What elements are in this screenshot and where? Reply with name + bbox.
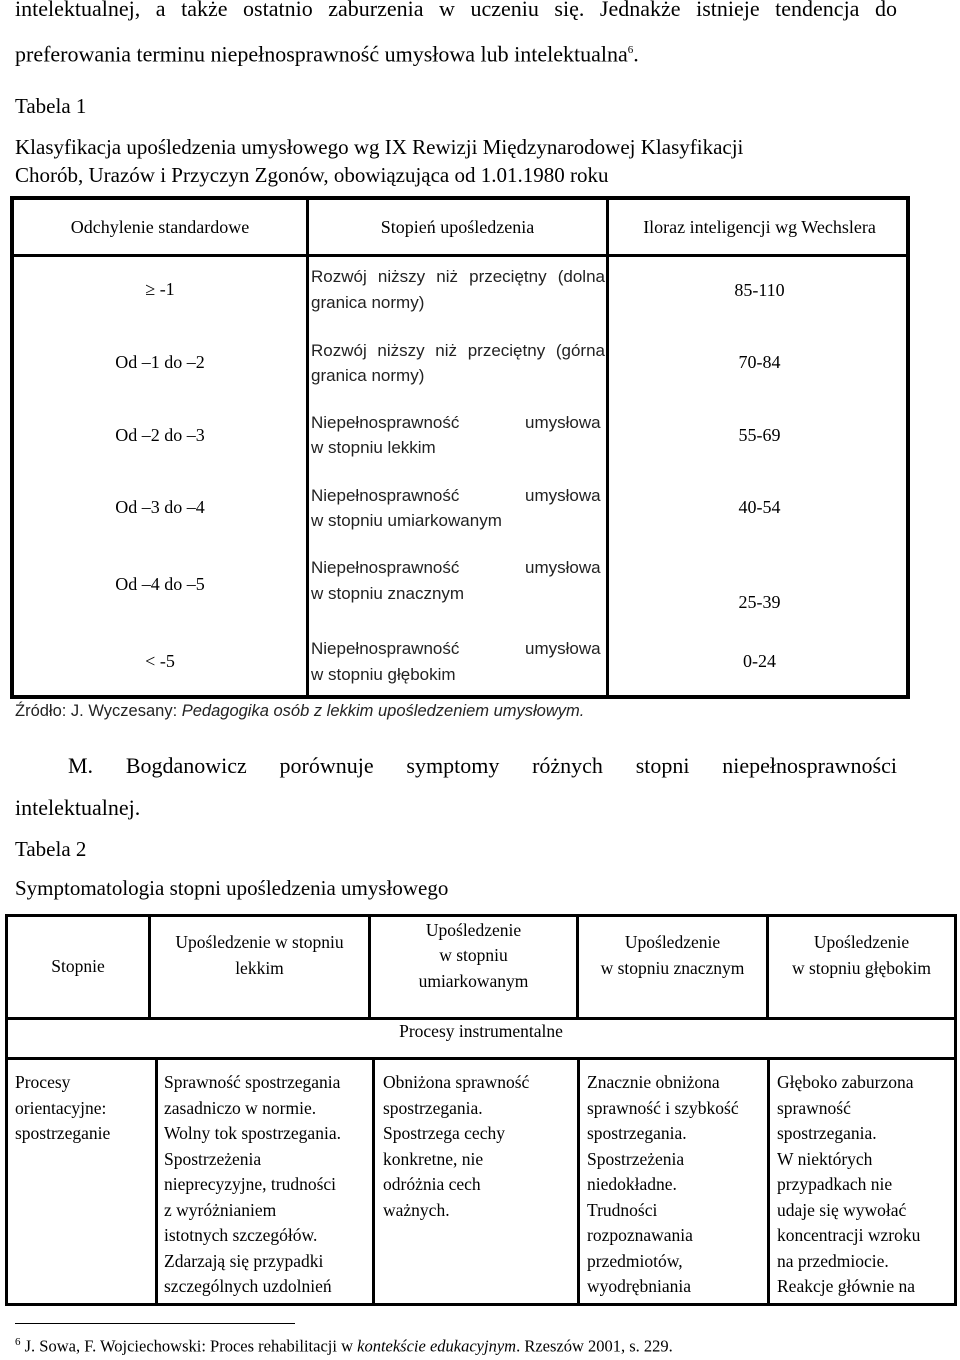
table2-divider: [577, 1057, 580, 1306]
table1-row-degree-b: w stopniu głębokim: [311, 665, 456, 684]
table2-cell-line: na przedmiocie.: [777, 1250, 889, 1271]
table2-cell-line: niedokładne.: [587, 1174, 677, 1194]
table2-cell-line: W niektórych: [777, 1148, 873, 1169]
table1-row-sd: Od –4 do –5: [115, 574, 205, 594]
table1-row-degree-b: granica normy): [311, 293, 425, 312]
intro-line-2: [15, 35, 897, 69]
table1-row-degree-b: w stopniu umiarkowanym: [311, 511, 502, 530]
table1-row-degree-a: Niepełnosprawność: [311, 558, 460, 577]
table2-cell-line: istotnych szczegółów.: [164, 1225, 318, 1245]
table2-cell-line: szczególnych uzdolnień: [164, 1276, 332, 1296]
footnote-separator: [15, 1323, 295, 1324]
table2-cell-line: Sprawność spostrzegania: [164, 1072, 341, 1092]
table1-header-iq: Iloraz inteligencji wg Wechslera: [643, 217, 876, 237]
intro-line-1: intelektualnej, a także ostatnio zaburzenia w uczeniu się. Jednakże istnieje tendencja do: [15, 0, 897, 21]
table1-row-sd: Od –3 do –4: [115, 497, 205, 517]
table1-row-degree-a: Rozwój niższy niż przeciętny (górna: [311, 341, 605, 360]
table2-divider: [767, 1057, 770, 1306]
table1-row-degree-b: w stopniu lekkim: [311, 438, 436, 457]
table2-cell-znacznym: [587, 1070, 767, 1300]
footnote-text-italic: kontekście edukacyjnym: [357, 1336, 517, 1356]
table2-cell-line: Reakcje głównie na: [777, 1276, 916, 1296]
table1-divider: [306, 200, 309, 695]
table1-source-title: Pedagogika osób z lekkim upośledzeniem umysłowym.: [181, 702, 585, 720]
table2-cell-lekkim: [164, 1070, 369, 1300]
table1-row-sd: Od –1 do –2: [115, 352, 205, 372]
table2-cell-line: orientacyjne:: [15, 1097, 107, 1118]
table1-divider: [606, 200, 609, 695]
table2-cell-line: Spostrzeżenia: [164, 1148, 262, 1169]
table2-cell-line: Spostrzega cechy: [383, 1123, 505, 1143]
table2-cell-line: Procesy: [15, 1072, 71, 1092]
footnote-text-suffix: . Rzeszów 2001, s. 229.: [516, 1336, 673, 1356]
table1-row-degree-a: Rozwój niższy niż przeciętny (dolna: [311, 267, 605, 286]
table1-source: [15, 702, 584, 721]
table2-header-umiark-b: w stopniu: [439, 945, 508, 965]
intro-line-2-end: .: [633, 41, 639, 67]
table2-cell-line: konkretne, nie: [383, 1148, 484, 1169]
table1-row-degree-a2: umysłowa: [525, 639, 601, 658]
footnote-text-prefix: J. Sowa, F. Wojciechowski: Proces rehabilitacji w: [20, 1336, 358, 1356]
table2-divider: [155, 1057, 158, 1306]
table2-divider: [372, 1057, 375, 1306]
table1-row-degree-a2: umysłowa: [525, 558, 601, 577]
table2-label: Tabela 2: [15, 837, 87, 861]
table2-cell-line: Spostrzeżenia: [587, 1148, 685, 1169]
table2-cell-line: przedmiotów,: [587, 1250, 683, 1271]
table1-row-iq: 40-54: [738, 497, 781, 517]
table2-cell-line: spostrzegania.: [777, 1123, 877, 1143]
footnote-ref[interactable]: 6: [627, 44, 634, 56]
footnote-number: 6: [15, 1336, 21, 1348]
table2-cell-line: spostrzegania.: [587, 1123, 687, 1143]
table1-row-sd: Od –2 do –3: [115, 425, 205, 445]
table1-row-iq: 85-110: [734, 280, 785, 300]
table2-cell-line: nieprecyzyjne, trudności: [164, 1174, 337, 1194]
table1-row-iq: 25-39: [738, 592, 781, 612]
table2-header-glebokim-b: w stopniu głębokim: [791, 958, 932, 978]
table1-row-degree-a: Niepełnosprawność: [311, 486, 460, 505]
table1-row-degree-a: Niepełnosprawność: [311, 413, 460, 432]
table1-header-sd: Odchylenie standardowe: [70, 217, 250, 237]
table2-header-znacznym-a: Upośledzenie: [624, 932, 721, 952]
table1-row-degree-b: granica normy): [311, 366, 425, 385]
table2-header-znacznym-b: w stopniu znacznym: [600, 958, 745, 978]
table1-header-degree: Stopień upośledzenia: [380, 217, 535, 237]
table2-cell-line: koncentracji wzroku: [777, 1225, 921, 1245]
footnote: [15, 1336, 673, 1357]
table2-cell-line: Głęboko zaburzona: [777, 1072, 914, 1092]
table2-cell-line: spostrzeganie: [15, 1123, 111, 1143]
table2-section: Procesy instrumentalne: [399, 1021, 563, 1041]
table2-divider: [5, 1303, 957, 1306]
table1-divider: [14, 254, 906, 257]
table1-row-iq: 0-24: [743, 651, 776, 671]
table1-title-line-1: Klasyfikacja upośledzenia umysłowego wg IX Rewizji Międzynarodowej Klasyfikacji: [15, 135, 744, 159]
table1-row-degree-b: w stopniu znacznym: [311, 584, 465, 603]
table2-cell-line: sprawność: [777, 1097, 851, 1118]
table2-divider: [5, 1057, 957, 1060]
table2-cell-umiarkowanym: [383, 1070, 575, 1223]
table2-cell-line: spostrzegania.: [383, 1097, 483, 1118]
table1-source-prefix: Źródło: J. Wyczesany:: [15, 702, 182, 720]
table2-header-umiark-c: umiarkowanym: [418, 971, 529, 991]
table2-cell-line: odróżnia cech: [383, 1174, 481, 1194]
table2-cell-line: Trudności: [587, 1199, 658, 1220]
table2-cell-line: udaje się wywołać: [777, 1199, 907, 1220]
table2-cell-line: Wolny tok spostrzegania.: [164, 1123, 341, 1143]
para2-line-1: M. Bogdanowicz porównuje symptomy różnych stopni niepełnosprawności: [68, 753, 897, 778]
intro-line-2-text: preferowania terminu niepełnosprawność umysłowa lub intelektualna: [15, 41, 628, 67]
table2-cell-line: Obniżona sprawność: [383, 1072, 530, 1092]
table2-cell-line: Znacznie obniżona: [587, 1072, 720, 1092]
para2-line-2: intelektualnej.: [15, 795, 141, 820]
table1-row-degree-a2: umysłowa: [525, 413, 601, 432]
table1-label: Tabela 1: [15, 94, 87, 118]
table2-header-lekkim-b: lekkim: [235, 958, 284, 978]
table2-divider: [954, 914, 957, 1306]
table1-row-degree-a: Niepełnosprawność: [311, 639, 460, 658]
table1-title-line-2: Chorób, Urazów i Przyczyn Zgonów, obowiązująca od 1.01.1980 roku: [15, 163, 609, 187]
table2-cell-line: wyodrębniania: [587, 1276, 691, 1296]
table2: [5, 914, 957, 1306]
table1: [10, 196, 910, 699]
table2-cell-line: zasadniczo w normie.: [164, 1097, 317, 1118]
table2-header-stopnie: Stopnie: [51, 956, 105, 976]
table2-title: Symptomatologia stopni upośledzenia umysłowego: [15, 876, 449, 900]
table2-cell-line: sprawność i szybkość: [587, 1097, 739, 1118]
table2-cell-procesy: [15, 1070, 153, 1147]
table1-row-sd: ≥ -1: [145, 279, 175, 299]
table1-row-iq: 55-69: [738, 425, 781, 445]
table2-cell-line: ważnych.: [383, 1199, 450, 1220]
table2-cell-glebokim: [777, 1070, 953, 1300]
table1-row-degree-a2: umysłowa: [525, 486, 601, 505]
table2-cell-line: rozpoznawania: [587, 1225, 693, 1245]
table1-row-iq: 70-84: [738, 352, 781, 372]
table2-header-lekkim-a: Upośledzenie w stopniu: [175, 932, 344, 952]
table1-row-sd: < -5: [145, 651, 175, 671]
table2-cell-line: Zdarzają się przypadki: [164, 1250, 324, 1271]
table2-cell-line: z wyróżnianiem: [164, 1199, 277, 1220]
table2-header-umiark-a: Upośledzenie: [425, 920, 522, 940]
table2-header-glebokim-a: Upośledzenie: [813, 932, 910, 952]
table2-cell-line: przypadkach nie: [777, 1174, 893, 1194]
